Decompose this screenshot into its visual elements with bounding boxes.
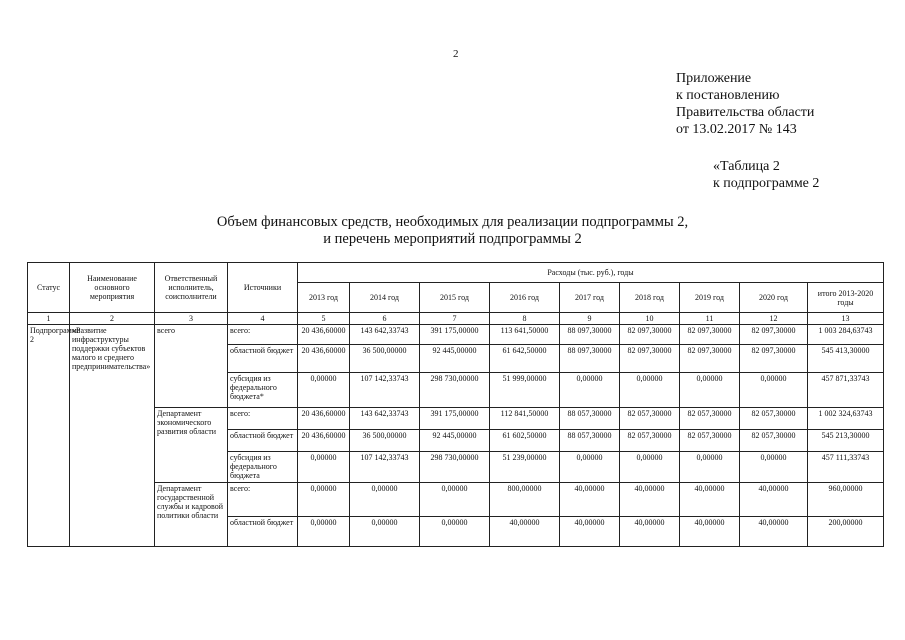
value-cell: 0,00000 — [298, 373, 350, 408]
page-number: 2 — [453, 48, 459, 60]
total-cell: 457 871,33743 — [808, 373, 884, 408]
source-cell: областной бюджет — [228, 517, 298, 547]
total-cell: 457 111,33743 — [808, 452, 884, 483]
table-ref-line: «Таблица 2 — [713, 159, 780, 174]
column-number: 12 — [740, 313, 808, 325]
appendix-line: Приложение — [676, 71, 752, 86]
value-cell: 0,00000 — [298, 483, 350, 517]
source-cell: всего: — [228, 325, 298, 345]
column-number: 6 — [350, 313, 420, 325]
value-cell: 0,00000 — [298, 452, 350, 483]
column-number: 13 — [808, 313, 884, 325]
value-cell: 82 057,30000 — [620, 430, 680, 452]
value-cell: 391 175,00000 — [420, 408, 490, 430]
value-cell: 107 142,33743 — [350, 452, 420, 483]
value-cell: 40,00000 — [740, 517, 808, 547]
header-year: 2020 год — [740, 283, 808, 313]
value-cell: 92 445,00000 — [420, 345, 490, 373]
executor-cell: Департамент экономического развития области — [155, 408, 228, 483]
value-cell: 0,00000 — [350, 483, 420, 517]
value-cell: 82 097,30000 — [680, 325, 740, 345]
value-cell: 40,00000 — [560, 517, 620, 547]
source-cell: всего: — [228, 408, 298, 430]
source-cell: субсидия из федерального бюджета* — [228, 373, 298, 408]
value-cell: 0,00000 — [620, 452, 680, 483]
value-cell: 40,00000 — [560, 483, 620, 517]
executor-cell: Департамент государственной службы и кадровой политики области — [155, 483, 228, 547]
column-number: 9 — [560, 313, 620, 325]
value-cell: 298 730,00000 — [420, 373, 490, 408]
header-year: 2013 год — [298, 283, 350, 313]
value-cell: 88 097,30000 — [560, 345, 620, 373]
header-year: 2016 год — [490, 283, 560, 313]
value-cell: 143 642,33743 — [350, 408, 420, 430]
header-year: 2018 год — [620, 283, 680, 313]
table-ref-line: к подпрограмме 2 — [713, 176, 820, 191]
value-cell: 40,00000 — [740, 483, 808, 517]
value-cell: 61 602,50000 — [490, 430, 560, 452]
value-cell: 20 436,60000 — [298, 430, 350, 452]
value-cell: 20 436,60000 — [298, 408, 350, 430]
document-heading — [0, 214, 905, 248]
value-cell: 0,00000 — [680, 452, 740, 483]
value-cell: 82 057,30000 — [680, 408, 740, 430]
total-cell: 545 413,30000 — [808, 345, 884, 373]
value-cell: 800,00000 — [490, 483, 560, 517]
value-cell: 0,00000 — [560, 452, 620, 483]
value-cell: 107 142,33743 — [350, 373, 420, 408]
value-cell: 20 436,60000 — [298, 345, 350, 373]
heading-line: и перечень мероприятий подпрограммы 2 — [323, 231, 582, 247]
table-row — [28, 408, 884, 430]
value-cell: 82 097,30000 — [740, 345, 808, 373]
value-cell: 88 057,30000 — [560, 408, 620, 430]
value-cell: 40,00000 — [680, 483, 740, 517]
column-number: 7 — [420, 313, 490, 325]
value-cell: 0,00000 — [420, 517, 490, 547]
appendix-line: к постановлению — [676, 88, 780, 103]
value-cell: 88 057,30000 — [560, 430, 620, 452]
total-cell: 200,00000 — [808, 517, 884, 547]
value-cell: 0,00000 — [420, 483, 490, 517]
source-cell: всего: — [228, 483, 298, 517]
column-number: 2 — [70, 313, 155, 325]
column-number: 4 — [228, 313, 298, 325]
appendix-line: от 13.02.2017 № 143 — [676, 122, 797, 137]
value-cell: 88 097,30000 — [560, 325, 620, 345]
value-cell: 143 642,33743 — [350, 325, 420, 345]
header-year: 2014 год — [350, 283, 420, 313]
value-cell: 40,00000 — [490, 517, 560, 547]
value-cell: 40,00000 — [620, 517, 680, 547]
value-cell: 0,00000 — [740, 452, 808, 483]
value-cell: 298 730,00000 — [420, 452, 490, 483]
value-cell: 82 057,30000 — [740, 430, 808, 452]
header-activity-name: Наименование основного мероприятия — [70, 263, 155, 313]
header-expenses: Расходы (тыс. руб.), годы — [298, 263, 884, 283]
header-year: 2017 год — [560, 283, 620, 313]
column-number: 8 — [490, 313, 560, 325]
header-sources: Источники — [228, 263, 298, 313]
table-reference — [713, 158, 819, 192]
value-cell: 36 500,00000 — [350, 345, 420, 373]
status-cell: Подпрограмма 2 — [28, 325, 70, 547]
total-cell: 960,00000 — [808, 483, 884, 517]
value-cell: 82 097,30000 — [680, 345, 740, 373]
source-cell: областной бюджет — [228, 345, 298, 373]
executor-cell: всего — [155, 325, 228, 408]
value-cell: 82 097,30000 — [740, 325, 808, 345]
table-row — [28, 483, 884, 517]
value-cell: 82 097,30000 — [620, 345, 680, 373]
value-cell: 113 641,50000 — [490, 325, 560, 345]
value-cell: 82 057,30000 — [620, 408, 680, 430]
finance-table — [27, 262, 884, 547]
column-number: 11 — [680, 313, 740, 325]
value-cell: 391 175,00000 — [420, 325, 490, 345]
activity-cell: «Развитие инфраструктуры поддержки субъектов малого и среднего предпринимательства» — [70, 325, 155, 547]
column-number: 1 — [28, 313, 70, 325]
header-year-total: итого 2013-2020 годы — [808, 283, 884, 313]
value-cell: 40,00000 — [620, 483, 680, 517]
value-cell: 51 999,00000 — [490, 373, 560, 408]
header-year: 2015 год — [420, 283, 490, 313]
value-cell: 51 239,00000 — [490, 452, 560, 483]
value-cell: 82 057,30000 — [740, 408, 808, 430]
column-number: 10 — [620, 313, 680, 325]
header-executor: Ответственный исполнитель, соисполнители — [155, 263, 228, 313]
value-cell: 0,00000 — [740, 373, 808, 408]
source-cell: субсидия из федерального бюджета — [228, 452, 298, 483]
header-year: 2019 год — [680, 283, 740, 313]
column-number: 3 — [155, 313, 228, 325]
source-cell: областной бюджет — [228, 430, 298, 452]
value-cell: 0,00000 — [298, 517, 350, 547]
value-cell: 0,00000 — [620, 373, 680, 408]
value-cell: 20 436,60000 — [298, 325, 350, 345]
appendix-line: Правительства области — [676, 105, 815, 120]
appendix-block — [676, 70, 814, 138]
value-cell: 92 445,00000 — [420, 430, 490, 452]
value-cell: 36 500,00000 — [350, 430, 420, 452]
heading-line: Объем финансовых средств, необходимых для реализации подпрограммы 2, — [216, 214, 689, 230]
total-cell: 545 213,30000 — [808, 430, 884, 452]
value-cell: 61 642,50000 — [490, 345, 560, 373]
value-cell: 0,00000 — [560, 373, 620, 408]
value-cell: 112 841,50000 — [490, 408, 560, 430]
total-cell: 1 003 284,63743 — [808, 325, 884, 345]
total-cell: 1 002 324,63743 — [808, 408, 884, 430]
value-cell: 40,00000 — [680, 517, 740, 547]
value-cell: 0,00000 — [680, 373, 740, 408]
header-status: Статус — [28, 263, 70, 313]
value-cell: 82 057,30000 — [680, 430, 740, 452]
value-cell: 82 097,30000 — [620, 325, 680, 345]
column-number: 5 — [298, 313, 350, 325]
table-row — [28, 325, 884, 345]
value-cell: 0,00000 — [350, 517, 420, 547]
